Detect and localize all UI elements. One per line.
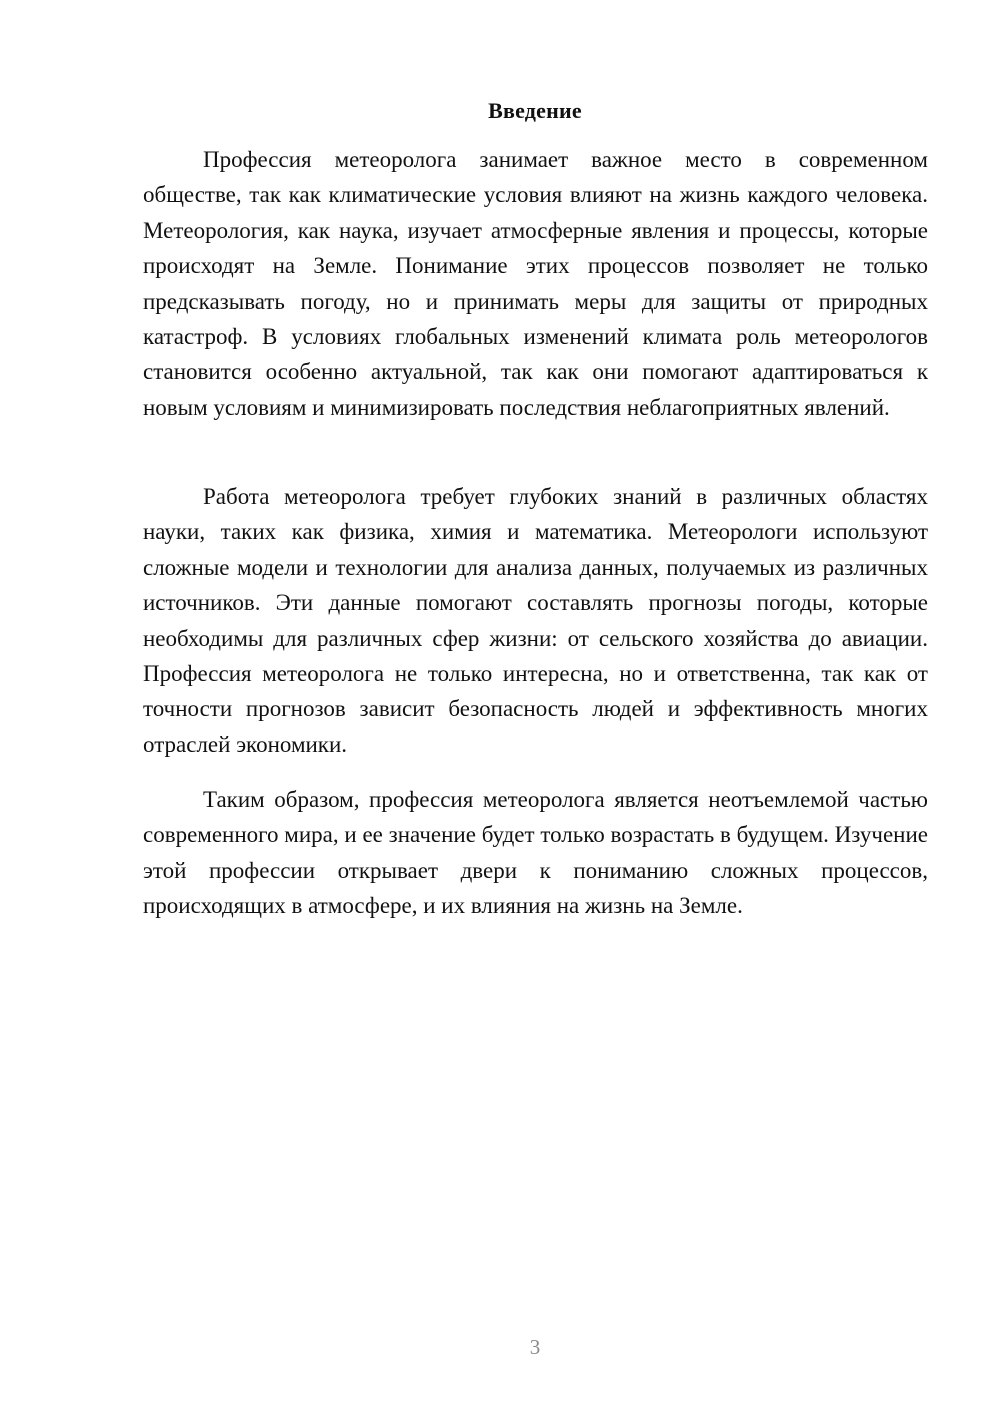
paragraph-1: Профессия метеоролога занимает важное место в современном обществе, так как климатические условия влияют на жизнь каждого человека. Метеорология, как наука, изучает атмосферные явления и процессы, которые происходят на Земле. Понимание этих процессов позволяет не только предсказывать погоду, но и принимать меры для защиты от природных катастроф. В условиях глобальных изменений климата роль метеорологов становится особенно актуальной, так как они помогают адаптироваться к новым условиям и минимизировать последствия неблагоприятных явлений. (143, 147, 928, 420)
section-title: Введение (488, 98, 582, 123)
paragraph-3: Таким образом, профессия метеоролога является неотъемлемой частью современного мира, и ее значение будет только возрастать в будущем. Изучение этой профессии открывает двери к пониманию сложных процессов, происходящих в атмосфере, и их влияния на жизнь на Земле. (143, 787, 928, 919)
paragraph-2: Работа метеоролога требует глубоких знаний в различных областях науки, таких как физика, химия и математика. Метеорологи используют сложные модели и технологии для анализа данных, получаемых из различных источников. Эти данные помогают составлять прогнозы погоды, которые необходимы для различных сфер жизни: от сельского хозяйства до авиации. Профессия метеоролога не только интересна, но и ответственна, так как от точности прогнозов зависит безопасность людей и эффективность многих отраслей экономики. (143, 484, 928, 757)
page-number: 3 (529, 1335, 541, 1359)
